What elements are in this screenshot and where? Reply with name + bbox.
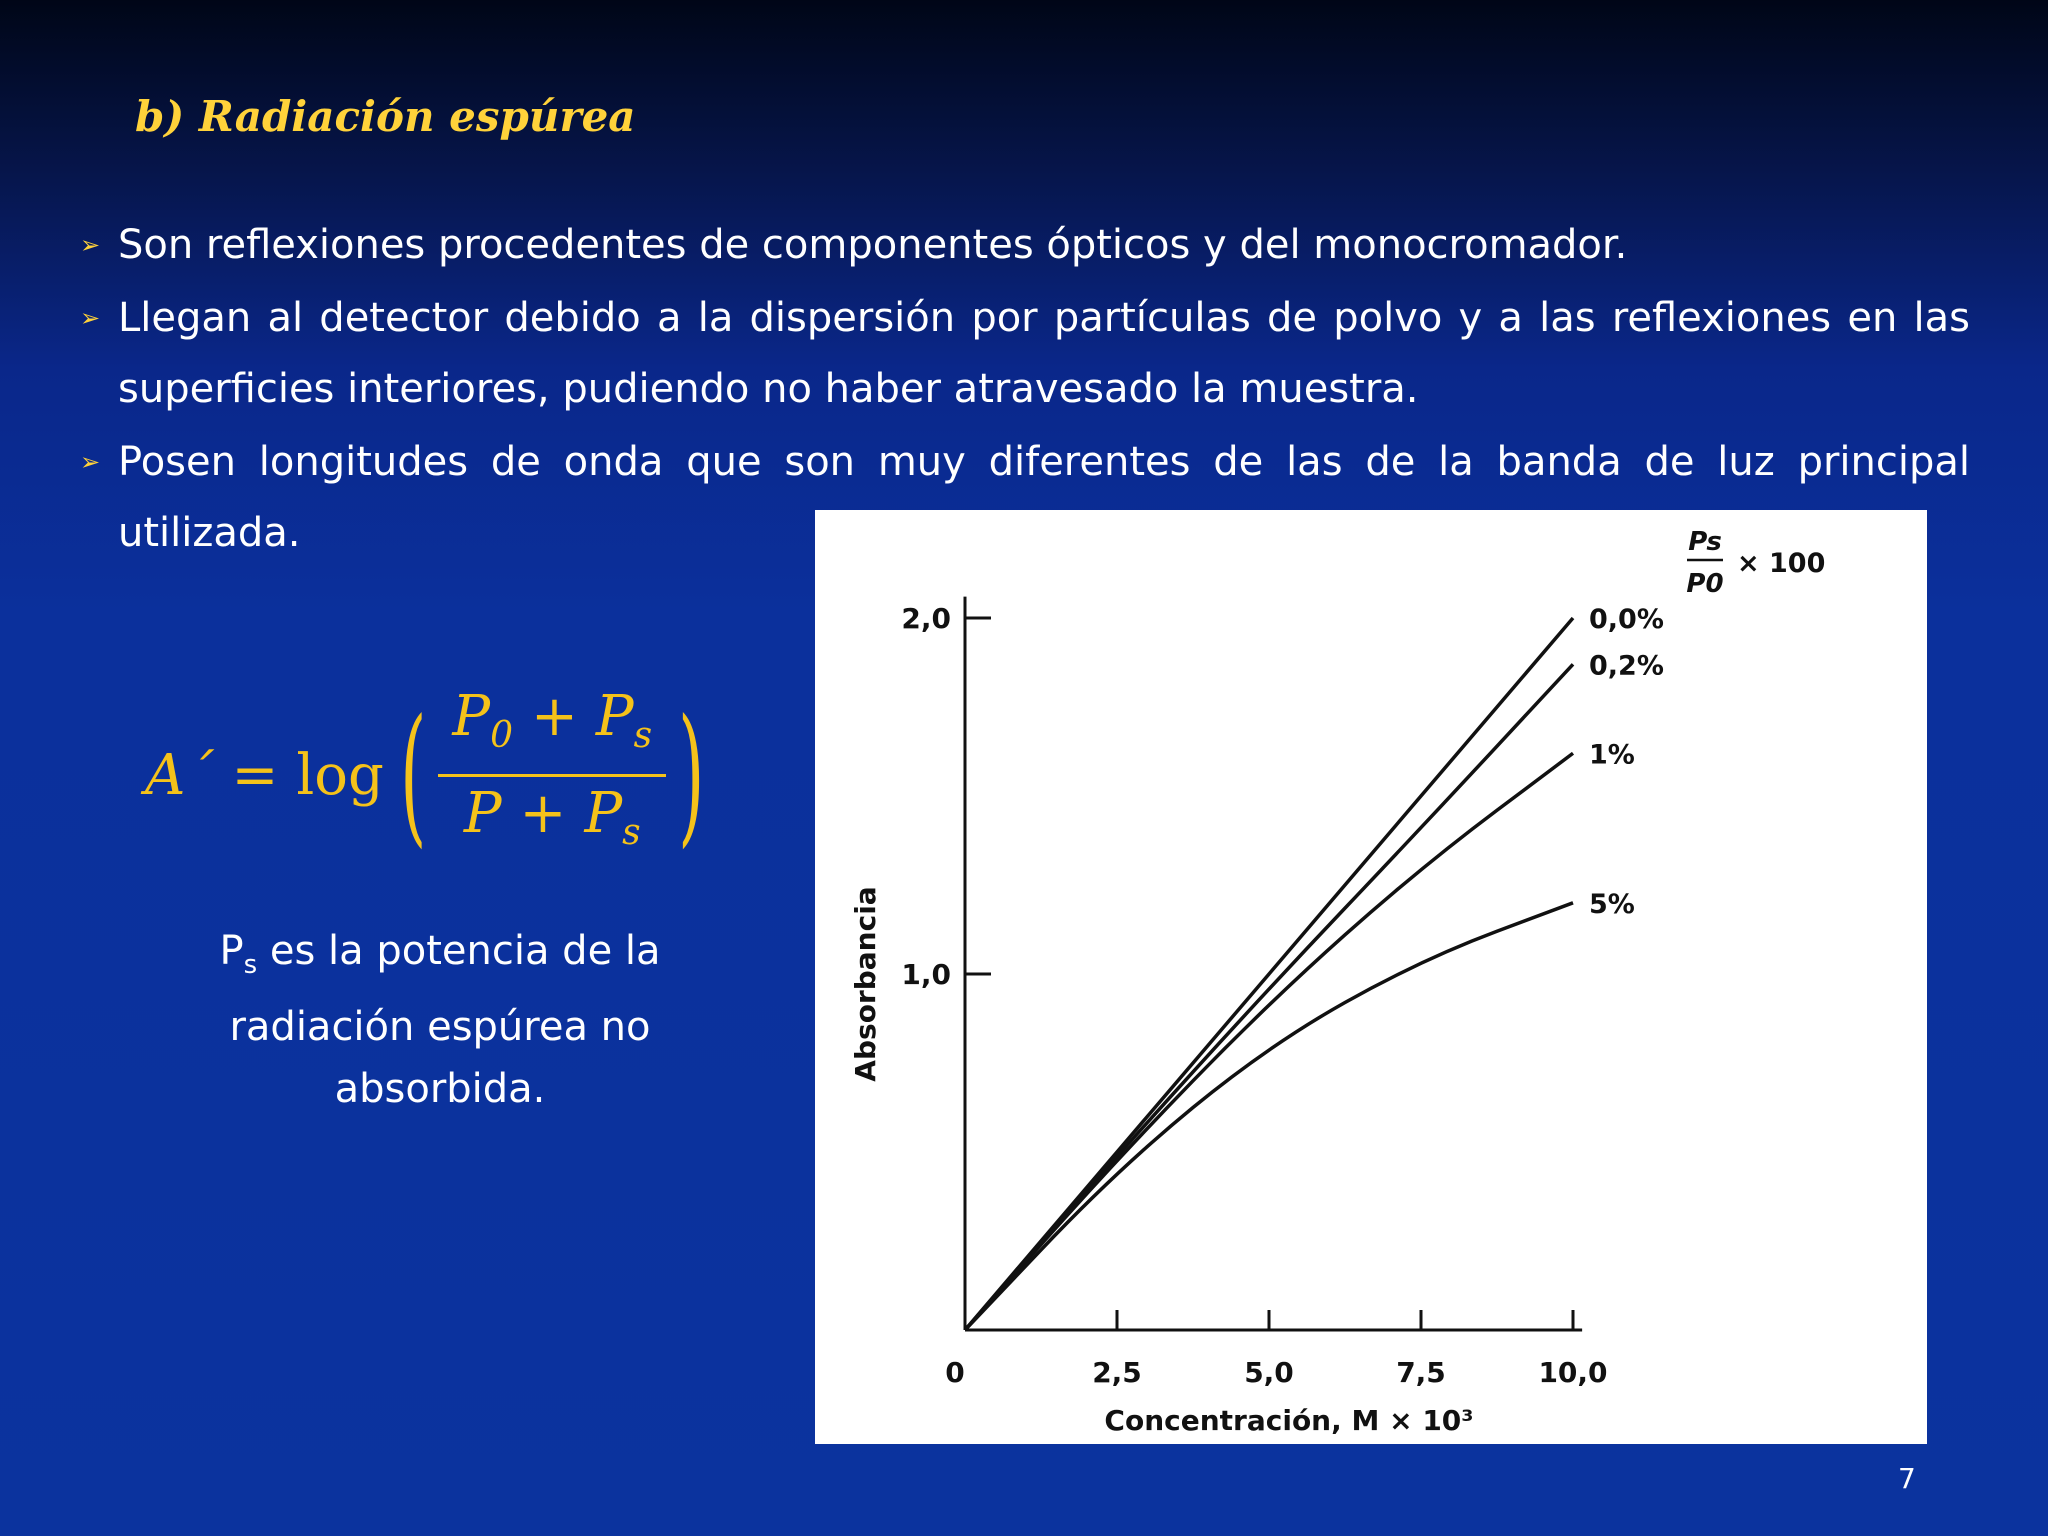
formula-lhs: A´ (145, 742, 214, 808)
y-tick-label: 1,0 (901, 958, 951, 991)
formula-fraction (438, 680, 666, 869)
formula-equals: = (231, 742, 279, 808)
formula-log: log (296, 742, 384, 808)
bullet-text: Posen longitudes de onda que son muy diferentes de las de la banda de luz principal utilizada. (118, 439, 1970, 556)
stray-power-note: $P_s$ es la potencia de la radiación espúrea no absorbida. (219, 928, 661, 1112)
x-tick-label: 0 (945, 1356, 965, 1389)
legend-title-denominator: P0 (1686, 569, 1724, 599)
chart-svg (815, 510, 1927, 1444)
x-axis-label: Concentración, M × 10³ (1104, 1404, 1474, 1437)
series-line (965, 753, 1573, 1330)
series-label: 0,0% (1589, 604, 1664, 635)
left-paren: ( (399, 688, 427, 862)
slide-title: b) Radiación espúrea (135, 92, 636, 141)
arrow-bullet-icon: ➢ (80, 231, 101, 259)
bullet-item (80, 283, 1970, 425)
arrow-bullet-icon: ➢ (80, 448, 101, 476)
y-tick-label: 2,0 (901, 602, 951, 635)
formula-denominator: $P + P_s$ (463, 780, 641, 853)
arrow-bullet-icon: ➢ (80, 304, 101, 332)
absorbance-chart (815, 510, 1927, 1444)
series-label: 1% (1589, 739, 1635, 771)
stray-light-formula (145, 680, 721, 870)
bullet-item (80, 210, 1970, 281)
x-tick-label: 5,0 (1244, 1356, 1294, 1389)
series-label: 0,2% (1589, 650, 1664, 682)
series-line (965, 903, 1573, 1330)
x-tick-label: 7,5 (1396, 1356, 1446, 1389)
formula-numerator: $P_0 + P_s$ (452, 684, 653, 757)
x-tick-label: 10,0 (1538, 1356, 1608, 1389)
page-number: 7 (1898, 1462, 1916, 1495)
bullet-text: Llegan al detector debido a la dispersión por partículas de polvo y a las reflexiones en las superficies interiores, pudiendo no haber atravesado la muestra. (118, 295, 1970, 412)
series-label: 5% (1589, 888, 1635, 920)
x-tick-label: 2,5 (1092, 1356, 1142, 1389)
legend-title-multiplier: × 100 (1737, 548, 1826, 579)
y-axis-label: Absorbancia (849, 886, 882, 1082)
legend-title-numerator: Ps (1688, 527, 1722, 557)
bullet-text: Son reflexiones procedentes de componentes ópticos y del monocromador. (118, 222, 1628, 268)
right-paren: ) (678, 688, 705, 862)
